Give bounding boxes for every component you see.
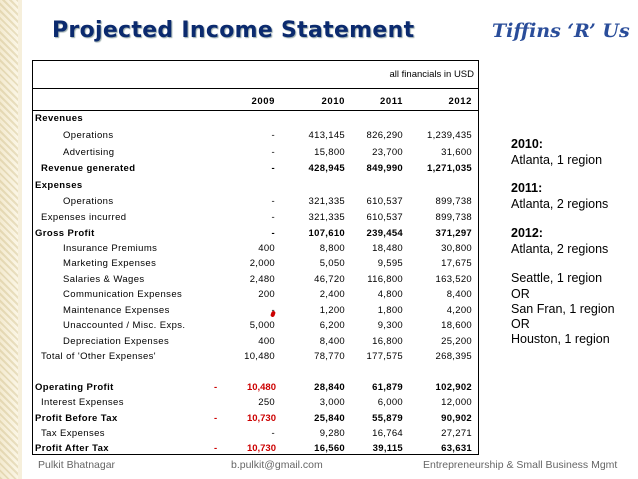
value-cell: 610,537 [366, 212, 403, 223]
row-label: Communication Expenses [63, 289, 183, 300]
value-cell: 3,000 [319, 397, 345, 408]
value-cell: 1,271,035 [427, 163, 472, 174]
row-label: Depreciation Expenses [63, 336, 170, 347]
value-cell: 116,800 [367, 274, 403, 285]
value-cell: 8,800 [319, 243, 345, 254]
value-cell: 163,520 [435, 274, 472, 285]
value-cell: 25,200 [441, 336, 472, 347]
negative-sign: - [214, 443, 218, 454]
note-line: OR [511, 287, 530, 301]
table-divider [32, 88, 478, 89]
note-2010-text: Atlanta, 1 region [511, 153, 603, 167]
value-cell: 321,335 [308, 196, 345, 207]
value-cell: 10,480 [244, 351, 275, 362]
value-cell: 8,400 [319, 336, 345, 347]
value-cell: 16,560 [314, 443, 345, 454]
value-cell: 2,000 [249, 258, 275, 269]
value-cell: 63,631 [441, 443, 472, 454]
value-cell: 46,720 [314, 274, 345, 285]
negative-amount: 10,730 [246, 443, 276, 454]
value-cell: 25,840 [314, 413, 345, 424]
value-cell: 12,000 [441, 397, 472, 408]
row-label: Revenue generated [41, 163, 136, 174]
value-cell: 899,738 [435, 196, 472, 207]
footer-email: b.pulkit@gmail.com [231, 459, 323, 471]
note-2011-text: Atlanta, 2 regions [511, 197, 609, 211]
year-header-3: 2012 [448, 96, 472, 107]
footer-author: Pulkit Bhatnagar [38, 459, 116, 471]
row-label: Advertising [63, 147, 115, 158]
value-cell: 428,945 [308, 163, 345, 174]
value-cell: 17,675 [441, 258, 472, 269]
decorative-side-stripe-inner [18, 0, 22, 479]
row-label: Revenues [35, 113, 84, 124]
value-cell: 1,239,435 [427, 130, 472, 141]
row-label: Expenses incurred [41, 212, 127, 223]
negative-amount: 10,480 [246, 382, 276, 393]
value-cell: 899,738 [435, 212, 472, 223]
value-cell: 107,610 [308, 228, 345, 239]
value-cell: 28,840 [314, 382, 345, 393]
row-label: Operating Profit [35, 382, 114, 393]
value-cell: 400 [258, 243, 275, 254]
row-label: Operations [63, 196, 114, 207]
row-label: Maintenance Expenses [63, 305, 170, 316]
value-cell: 413,145 [308, 130, 345, 141]
currency-note: all financials in USD [389, 69, 474, 80]
value-cell: - [271, 228, 275, 239]
value-cell: - [271, 428, 275, 439]
brand-logo-text: Tiffins ‘R’ Us [492, 20, 630, 42]
table-divider [32, 110, 478, 111]
negative-value-cell [214, 382, 276, 394]
value-cell: 5,050 [319, 258, 345, 269]
negative-sign: - [214, 382, 218, 393]
value-cell: 61,879 [372, 382, 403, 393]
value-cell: 27,271 [441, 428, 472, 439]
row-label: Marketing Expenses [63, 258, 157, 269]
value-cell: 239,454 [366, 228, 403, 239]
note-2011-heading: 2011: [511, 181, 543, 195]
row-label: Gross Profit [35, 228, 95, 239]
value-cell: 31,600 [441, 147, 472, 158]
note-line: Seattle, 1 region [511, 271, 603, 285]
year-header-1: 2010 [321, 96, 345, 107]
value-cell: 1,200 [319, 305, 345, 316]
value-cell: 177,575 [366, 351, 403, 362]
row-label: Salaries & Wages [63, 274, 145, 285]
value-cell: 102,902 [435, 382, 472, 393]
value-cell [215, 305, 275, 317]
note-2010-heading: 2010: [511, 137, 543, 151]
value-cell: 826,290 [366, 130, 403, 141]
value-cell: 23,700 [372, 147, 403, 158]
note-line: OR [511, 317, 530, 331]
row-label: Profit Before Tax [35, 413, 118, 424]
value-cell: 6,200 [319, 320, 345, 331]
note-2012-heading: 2012: [511, 226, 543, 240]
value-cell: 2,400 [319, 289, 345, 300]
value-cell: - [271, 212, 275, 223]
row-label: Interest Expenses [41, 397, 124, 408]
value-cell: - [271, 196, 275, 207]
value-cell: 5,000 [249, 320, 275, 331]
value-cell: 4,200 [446, 305, 472, 316]
row-label: Total of 'Other Expenses' [41, 351, 157, 362]
value-cell: 8,400 [446, 289, 472, 300]
value-cell: 849,990 [366, 163, 403, 174]
row-label: Tax Expenses [41, 428, 105, 439]
row-label: Operations [63, 130, 114, 141]
value-cell: 15,800 [314, 147, 345, 158]
value-cell: 18,600 [441, 320, 472, 331]
note-line: San Fran, 1 region [511, 302, 615, 316]
value-cell: 90,902 [441, 413, 472, 424]
note-line: Houston, 1 region [511, 332, 610, 346]
year-header-0: 2009 [251, 96, 275, 107]
value-cell: - [271, 147, 275, 158]
value-cell: 1,800 [377, 305, 403, 316]
row-label: Unaccounted / Misc. Exps. [63, 320, 186, 331]
negative-sign: - [214, 413, 218, 424]
value-cell: 200 [258, 289, 275, 300]
value-cell: 4,800 [377, 289, 403, 300]
row-label: Insurance Premiums [63, 243, 158, 254]
negative-value-cell [214, 413, 276, 425]
value-cell: 321,335 [308, 212, 345, 223]
value-cell: 371,297 [435, 228, 472, 239]
value-cell: 268,395 [435, 351, 472, 362]
value-cell: 9,595 [377, 258, 403, 269]
year-header-2: 2011 [379, 96, 403, 107]
note-2012-text: Atlanta, 2 regions [511, 242, 609, 256]
value-cell: 30,800 [441, 243, 472, 254]
value-cell: - [271, 130, 275, 141]
value-cell: 6,000 [377, 397, 403, 408]
value-cell: 9,280 [319, 428, 345, 439]
negative-value-cell [214, 443, 276, 455]
value-cell: 2,480 [249, 274, 275, 285]
decorative-side-stripe [0, 0, 18, 479]
row-label: Profit After Tax [35, 443, 109, 454]
value-cell: 39,115 [372, 443, 403, 454]
value-cell: 78,770 [314, 351, 345, 362]
footer-course: Entrepreneurship & Small Business Mgmt [423, 459, 618, 471]
page-title: Projected Income Statement [52, 18, 415, 43]
value-cell: 610,537 [366, 196, 403, 207]
value-cell: 250 [258, 397, 275, 408]
value-cell: 55,879 [372, 413, 403, 424]
value-cell: 400 [258, 336, 275, 347]
value-cell: 16,764 [372, 428, 403, 439]
value-cell: 16,800 [372, 336, 403, 347]
negative-amount: 10,730 [246, 413, 276, 424]
value-cell: - [271, 163, 275, 174]
value-cell: 18,480 [372, 243, 403, 254]
value-cell: 9,300 [377, 320, 403, 331]
row-label: Expenses [35, 180, 83, 191]
